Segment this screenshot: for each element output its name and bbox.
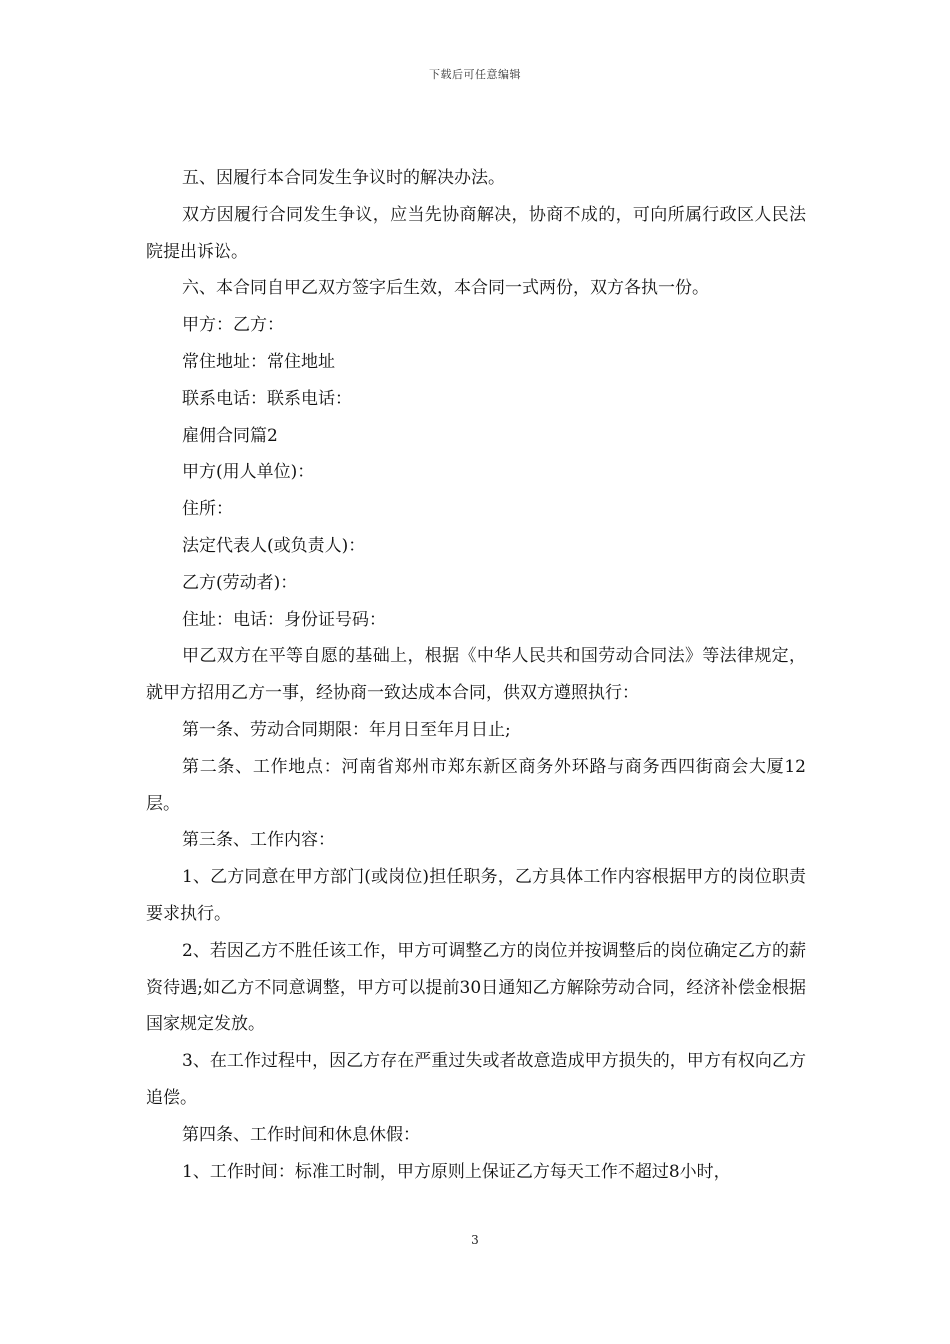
document-body [146, 160, 806, 1190]
paragraph: 3、在工作过程中，因乙方存在严重过失或者故意造成甲方损失的，甲方有权向乙方追偿。 [146, 1051, 806, 1108]
paragraph: 法定代表人(或负责人)： [182, 535, 366, 556]
paragraph: 甲乙双方在平等自愿的基础上，根据《中华人民共和国劳动合同法》等法律规定，就甲方招用乙方一事，经协商一致达成本合同，供双方遵照执行： [146, 646, 806, 704]
paragraph: 乙方(劳动者)： [182, 572, 298, 593]
paragraph: 第一条、劳动合同期限：年月日至年月日止; [182, 719, 511, 740]
paragraph: 1、工作时间：标准工时制，甲方原则上保证乙方每天工作不超过8小时， [182, 1161, 731, 1182]
paragraph: 六、本合同自甲乙双方签字后生效，本合同一式两份，双方各执一份。 [182, 278, 709, 299]
paragraph: 第三条、工作内容： [182, 830, 335, 851]
paragraph: 住所： [182, 499, 233, 520]
page-header: 下载后可任意编辑 [429, 68, 521, 81]
paragraph: 1、乙方同意在甲方部门(或岗位)担任职务，乙方具体工作内容根据甲方的岗位职责要求执行。 [146, 867, 806, 924]
paragraph: 甲方：乙方： [182, 315, 284, 336]
paragraph: 住址：电话：身份证号码： [182, 609, 386, 630]
paragraph: 双方因履行合同发生争议，应当先协商解决，协商不成的，可向所属行政区人民法院提出诉讼。 [146, 204, 806, 262]
paragraph: 第二条、工作地点：河南省郑州市郑东新区商务外环路与商务西四街商会大厦12层。 [146, 756, 806, 814]
paragraph: 常住地址：常住地址 [182, 351, 335, 372]
paragraph: 甲方(用人单位)： [182, 462, 315, 483]
paragraph: 第四条、工作时间和休息休假： [182, 1124, 420, 1145]
section-title: 雇佣合同篇2 [182, 425, 278, 446]
page-number: 3 [471, 1233, 479, 1247]
paragraph: 联系电话：联系电话： [182, 388, 352, 409]
paragraph: 2、若因乙方不胜任该工作，甲方可调整乙方的岗位并按调整后的岗位确定乙方的薪资待遇;如乙方不同意调整，甲方可以提前30日通知乙方解除劳动合同，经济补偿金根据国家规定发放。 [146, 940, 806, 1035]
paragraph: 五、因履行本合同发生争议时的解决办法。 [182, 168, 505, 188]
